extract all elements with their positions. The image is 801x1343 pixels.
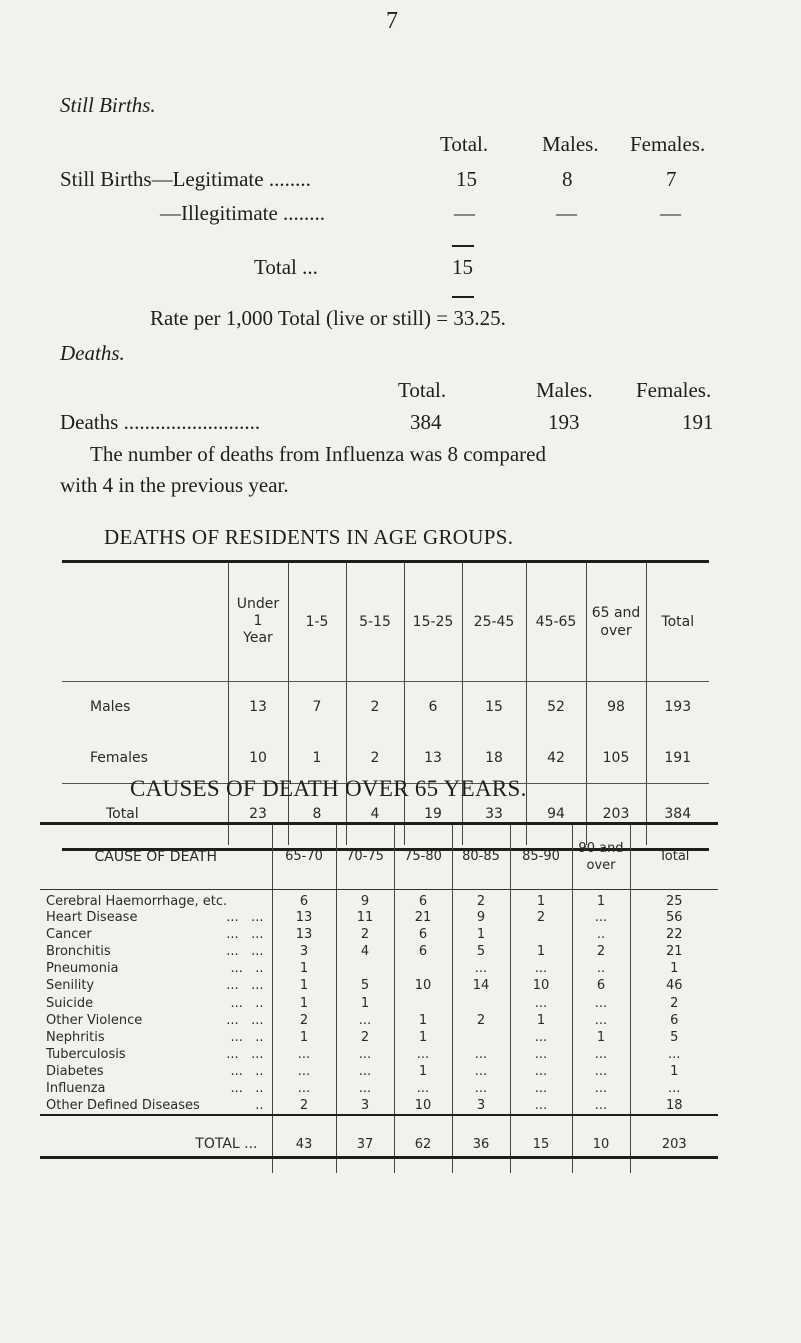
- causes-cell: ...: [510, 1063, 572, 1080]
- age-header-total: Total: [646, 563, 709, 681]
- causes-header-70-75: 70-75: [336, 825, 394, 889]
- causes-row-label: [40, 909, 272, 926]
- causes-header-80-85: 80-85: [452, 825, 510, 889]
- causes-cell: ...: [572, 1098, 630, 1115]
- causes-cell: ...: [572, 1046, 630, 1063]
- still-births-legit-label: Still Births—Legitimate ........: [60, 167, 311, 191]
- causes-cell: ...: [510, 1046, 572, 1063]
- deaths-males: 193: [548, 410, 580, 434]
- causes-cell: [394, 994, 452, 1011]
- age-cell: 52: [526, 681, 586, 733]
- age-cell: 7: [288, 681, 346, 733]
- causes-cell: 9: [336, 889, 394, 909]
- causes-header-65-70: 65-70: [272, 825, 336, 889]
- causes-table: [40, 825, 718, 1173]
- causes-cell: ...: [510, 1098, 572, 1115]
- causes-row-label: [40, 1012, 272, 1029]
- age-cell: 19: [404, 783, 462, 845]
- causes-header-75-80: 75-80: [394, 825, 452, 889]
- causes-cell: 6: [630, 1012, 718, 1029]
- age-table-header-row: [62, 563, 709, 681]
- causes-cell: ...: [572, 909, 630, 926]
- causes-total-cell: 37: [336, 1115, 394, 1173]
- cause-name: Influenza: [46, 1081, 106, 1097]
- age-header-under-1-year: [228, 563, 288, 681]
- causes-row-label: [40, 1029, 272, 1046]
- age-header-45-65: 45-65: [526, 563, 586, 681]
- causes-cell: 6: [394, 889, 452, 909]
- causes-cell: ...: [336, 1012, 394, 1029]
- causes-cell: ...: [572, 1063, 630, 1080]
- causes-row: [40, 1098, 718, 1115]
- cause-leader-dots: ... ..: [230, 961, 264, 977]
- causes-total-label: TOTAL ...: [40, 1115, 272, 1173]
- causes-cell: 2: [572, 943, 630, 960]
- age-cell: 105: [586, 733, 646, 783]
- causes-cell: 1: [394, 1012, 452, 1029]
- cause-name: Cancer: [46, 926, 92, 942]
- causes-cell: ...: [452, 1063, 510, 1080]
- causes-cell: ...: [272, 1080, 336, 1097]
- causes-cell: 1: [572, 889, 630, 909]
- age-header-65-line1: 65 and: [591, 604, 641, 621]
- causes-cell: 14: [452, 977, 510, 994]
- causes-row: [40, 909, 718, 926]
- causes-total-cell: 203: [630, 1115, 718, 1173]
- causes-cell: 1: [510, 1012, 572, 1029]
- causes-cell: 1: [394, 1063, 452, 1080]
- causes-cell: 1: [272, 960, 336, 977]
- age-header-under-1: Under: [236, 596, 280, 613]
- age-groups-title: DEATHS OF RESIDENTS IN AGE GROUPS.: [104, 525, 514, 549]
- still-births-legit-males: 8: [562, 167, 573, 191]
- causes-cell: 11: [336, 909, 394, 926]
- age-cell: 8: [288, 783, 346, 845]
- causes-cell: 2: [452, 889, 510, 909]
- causes-cell: 46: [630, 977, 718, 994]
- age-cell: 1: [288, 733, 346, 783]
- causes-cell: [452, 1029, 510, 1046]
- causes-cell: [452, 994, 510, 1011]
- causes-row-label: [40, 1098, 272, 1115]
- causes-header-90-over: [572, 825, 630, 889]
- cause-name: Senility: [46, 978, 95, 994]
- still-births-illegit-label: —Illegitimate ........: [160, 201, 326, 225]
- causes-row: [40, 926, 718, 943]
- causes-cell: 2: [452, 1012, 510, 1029]
- causes-header-cause: CAUSE OF DEATH: [40, 825, 272, 889]
- causes-cell: ...: [510, 960, 572, 977]
- causes-cell: 1: [452, 926, 510, 943]
- causes-cell: ...: [510, 994, 572, 1011]
- causes-row-label: [40, 994, 272, 1011]
- causes-cell: 6: [272, 889, 336, 909]
- causes-body: [40, 889, 718, 1115]
- causes-total-cell: 43: [272, 1115, 336, 1173]
- causes-row: [40, 1029, 718, 1046]
- cause-name: Heart Disease: [46, 909, 138, 925]
- age-cell: 203: [586, 783, 646, 845]
- cause-leader-dots: ... ...: [226, 1012, 264, 1028]
- still-births-total-label: Total ...: [254, 255, 318, 279]
- causes-cell: ...: [272, 1063, 336, 1080]
- causes-cell: 3: [272, 943, 336, 960]
- causes-cell: 2: [510, 909, 572, 926]
- causes-row: [40, 960, 718, 977]
- causes-row: [40, 1046, 718, 1063]
- causes-row: [40, 994, 718, 1011]
- cause-name: Other Violence: [46, 1012, 143, 1028]
- still-births-col-males: Males.: [542, 132, 599, 156]
- still-births-illegit-females: —: [660, 201, 681, 225]
- causes-table-bottom-rule: [40, 1156, 718, 1159]
- causes-cell: 1: [336, 994, 394, 1011]
- age-row-label: Females: [62, 733, 228, 783]
- deaths-heading: Deaths.: [60, 341, 125, 365]
- causes-row: [40, 1080, 718, 1097]
- causes-row: [40, 1063, 718, 1080]
- age-header-under-3: Year: [243, 630, 273, 647]
- causes-cell: 22: [630, 926, 718, 943]
- causes-cell: 5: [630, 1029, 718, 1046]
- causes-cell: ...: [336, 1063, 394, 1080]
- age-cell: 18: [462, 733, 526, 783]
- causes-cell: 9: [452, 909, 510, 926]
- age-header-65-line2: over: [600, 622, 632, 639]
- causes-cell: ...: [572, 1080, 630, 1097]
- age-header-blank: [62, 563, 228, 681]
- causes-row-label: [40, 1046, 272, 1063]
- still-births-legit-total: 15: [456, 167, 477, 191]
- causes-total-row: [40, 1115, 718, 1173]
- still-births-total-value: 15: [452, 255, 473, 279]
- causes-cell: ...: [452, 1080, 510, 1097]
- age-cell: 13: [404, 733, 462, 783]
- age-groups-table: [62, 563, 709, 845]
- causes-row: [40, 889, 718, 909]
- cause-leader-dots: ... ...: [226, 909, 264, 925]
- causes-row: [40, 943, 718, 960]
- causes-cell: 1: [630, 960, 718, 977]
- causes-cell: 21: [394, 909, 452, 926]
- age-cell: 98: [586, 681, 646, 733]
- age-cell: 6: [404, 681, 462, 733]
- causes-cell: ...: [452, 960, 510, 977]
- causes-cell: 1: [572, 1029, 630, 1046]
- causes-header-85-90: 85-90: [510, 825, 572, 889]
- still-births-illegit-total: —: [454, 201, 475, 225]
- age-row-males: [62, 681, 709, 733]
- causes-cell: ...: [510, 1029, 572, 1046]
- causes-row-label: [40, 960, 272, 977]
- causes-cell: 13: [272, 909, 336, 926]
- causes-cell: 1: [630, 1063, 718, 1080]
- causes-cell: 18: [630, 1098, 718, 1115]
- cause-leader-dots: ... ...: [226, 1047, 264, 1063]
- still-births-illegit-males: —: [556, 201, 577, 225]
- age-row-label: Males: [90, 699, 131, 716]
- deaths-label: Deaths ..........................: [60, 410, 261, 434]
- cause-leader-dots: ... ..: [230, 1029, 264, 1045]
- causes-row: [40, 1012, 718, 1029]
- cause-leader-dots: ... ..: [230, 995, 264, 1011]
- age-cell: 13: [228, 681, 288, 733]
- age-cell: 23: [228, 783, 288, 845]
- causes-cell: ...: [630, 1046, 718, 1063]
- deaths-paragraph-line2: with 4 in the previous year.: [60, 473, 289, 497]
- age-header-15-25: 15-25: [404, 563, 462, 681]
- age-cell: 15: [462, 681, 526, 733]
- causes-cell: ...: [630, 1080, 718, 1097]
- cause-name: Diabetes: [46, 1064, 104, 1080]
- cause-leader-dots: ... ...: [226, 926, 264, 942]
- causes-cell: 5: [452, 943, 510, 960]
- causes-cell: 1: [394, 1029, 452, 1046]
- causes-header-90-line2: over: [586, 857, 616, 873]
- causes-cell: [394, 960, 452, 977]
- age-cell: 42: [526, 733, 586, 783]
- causes-row-label: [40, 1080, 272, 1097]
- causes-cell: 3: [452, 1098, 510, 1115]
- causes-title: CAUSES OF DEATH OVER 65 YEARS.: [130, 776, 527, 801]
- still-births-col-females: Females.: [630, 132, 706, 156]
- causes-total-cell: 36: [452, 1115, 510, 1173]
- cause-leader-dots: ... ...: [226, 978, 264, 994]
- age-header-5-15: 5-15: [346, 563, 404, 681]
- causes-cell: 2: [630, 994, 718, 1011]
- still-births-col-total: Total.: [440, 132, 489, 156]
- deaths-females: 191: [682, 410, 714, 434]
- causes-cell: 6: [394, 926, 452, 943]
- age-cell: 10: [228, 733, 288, 783]
- deaths-col-males: Males.: [536, 378, 593, 402]
- causes-cell: ...: [336, 1080, 394, 1097]
- causes-cell: 1: [510, 943, 572, 960]
- causes-cell: 10: [394, 977, 452, 994]
- causes-header-row: [40, 825, 718, 889]
- causes-cell: 1: [272, 1029, 336, 1046]
- causes-row-label: [40, 1063, 272, 1080]
- causes-cell: 10: [394, 1098, 452, 1115]
- causes-total-cell: 10: [572, 1115, 630, 1173]
- causes-cell: 13: [272, 926, 336, 943]
- cause-name: Other Defined Diseases: [46, 1098, 200, 1114]
- still-births-sum-rule-top: [452, 245, 474, 247]
- causes-cell: 25: [630, 889, 718, 909]
- causes-cell: 4: [336, 943, 394, 960]
- causes-cell: 2: [336, 926, 394, 943]
- causes-row-label: [40, 943, 272, 960]
- cause-name: Pneumonia: [46, 961, 119, 977]
- age-cell: 2: [346, 733, 404, 783]
- causes-cell: 2: [272, 1098, 336, 1115]
- cause-name: Suicide: [46, 995, 94, 1011]
- still-births-heading: Still Births.: [60, 93, 156, 117]
- cause-leader-dots: ... ..: [230, 1064, 264, 1080]
- cause-name: Tuberculosis: [46, 1047, 126, 1063]
- age-cell: 94: [526, 783, 586, 845]
- causes-row-label: [40, 926, 272, 943]
- causes-row-label: [40, 889, 272, 909]
- age-cell: 2: [346, 681, 404, 733]
- causes-cell: 1: [272, 994, 336, 1011]
- deaths-total: 384: [410, 410, 442, 434]
- still-births-sum-rule-bottom: [452, 296, 474, 298]
- causes-cell: ...: [452, 1046, 510, 1063]
- causes-header-total: Total: [630, 825, 718, 889]
- age-header-25-45: 25-45: [462, 563, 526, 681]
- causes-cell: ...: [394, 1080, 452, 1097]
- causes-row: [40, 977, 718, 994]
- cause-leader-dots: ... ..: [230, 1081, 264, 1097]
- cause-name: Bronchitis: [46, 943, 111, 959]
- causes-cell: 6: [572, 977, 630, 994]
- causes-total-cell: 62: [394, 1115, 452, 1173]
- deaths-col-total: Total.: [398, 378, 447, 402]
- age-row-label: Total: [106, 806, 139, 823]
- causes-cell: ...: [336, 1046, 394, 1063]
- causes-cell: ...: [272, 1046, 336, 1063]
- causes-cell: ...: [510, 1080, 572, 1097]
- deaths-paragraph-line1: The number of deaths from Influenza was 8 compared: [90, 442, 546, 466]
- cause-leader-dots: ..: [255, 1098, 264, 1114]
- causes-cell: 3: [336, 1098, 394, 1115]
- still-births-rate: Rate per 1,000 Total (live or still) = 33.25.: [150, 306, 506, 330]
- causes-cell: ...: [394, 1046, 452, 1063]
- age-header-65-over: [586, 563, 646, 681]
- age-cell: 4: [346, 783, 404, 845]
- causes-cell: ..: [572, 926, 630, 943]
- still-births-legit-females: 7: [666, 167, 677, 191]
- causes-cell: ...: [572, 994, 630, 1011]
- causes-cell: [510, 926, 572, 943]
- causes-cell: ...: [572, 1012, 630, 1029]
- cause-name: Nephritis: [46, 1029, 105, 1045]
- causes-total-cell: 15: [510, 1115, 572, 1173]
- causes-cell: 1: [510, 889, 572, 909]
- page-number: 7: [386, 8, 398, 34]
- causes-cell: 56: [630, 909, 718, 926]
- age-cell: 191: [646, 733, 709, 783]
- causes-cell: 1: [272, 977, 336, 994]
- causes-cell: 10: [510, 977, 572, 994]
- causes-cell: 2: [336, 1029, 394, 1046]
- age-header-1-5: 1-5: [288, 563, 346, 681]
- causes-cell: 5: [336, 977, 394, 994]
- cause-leader-dots: ... ...: [226, 943, 264, 959]
- causes-cell: 21: [630, 943, 718, 960]
- causes-cell: [336, 960, 394, 977]
- causes-cell: 2: [272, 1012, 336, 1029]
- causes-cell: ..: [572, 960, 630, 977]
- cause-name: Cerebral Haemorrhage, etc.: [46, 893, 228, 909]
- causes-cell: 6: [394, 943, 452, 960]
- causes-header-90-line1: 90 and: [578, 840, 624, 856]
- age-cell: 33: [462, 783, 526, 845]
- age-cell: 384: [646, 783, 709, 845]
- age-header-under-2: 1: [253, 613, 263, 630]
- age-cell: 193: [646, 681, 709, 733]
- deaths-col-females: Females.: [636, 378, 712, 402]
- causes-row-label: [40, 977, 272, 994]
